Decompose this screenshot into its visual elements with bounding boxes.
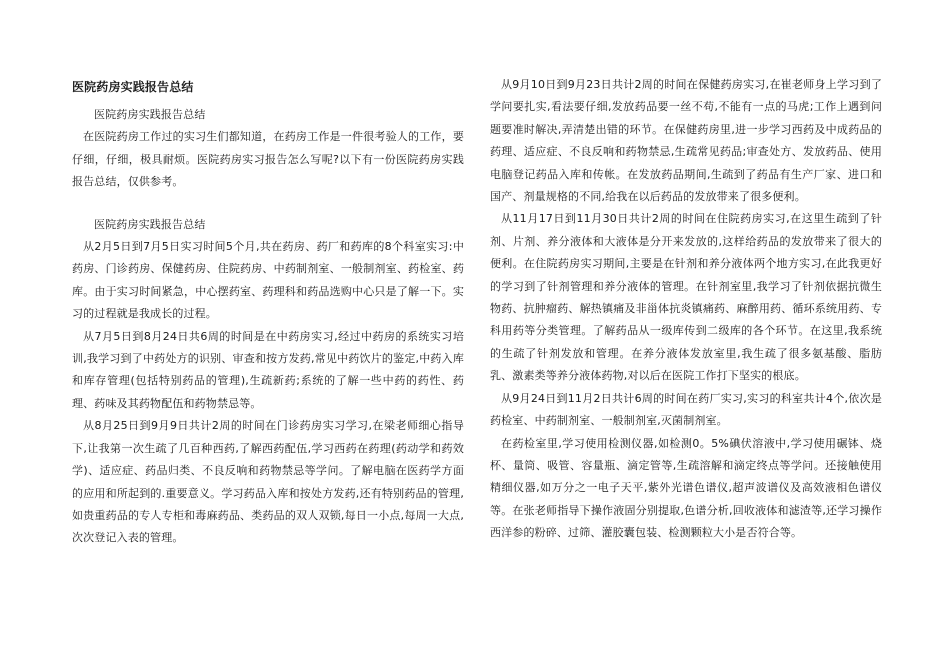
body-paragraph-5: 从11月17日到11月30日共计2周的时间在住院药房实习,在这里生疏到了针剂、片剂、养分液体和大液体是分开来发放的,这样给药品的发放带来了很大的便利。在住院药房实习期间,主要是在针剂和养分液体两个地方实习,在此我更好的学习到了针剂管理和养分液体的管理。在针剂室里,我学习了针剂依据抗微生物药、抗肿瘤药、解热镇痛及非甾体抗炎镇痛药、麻醉用药、循环系统用药、专科用药等分类管理。了解药品从一级库传到二级库的各个环节。在这里,我系统的生疏了针剂发放和管理。在养分液体发放室里,我生疏了很多氨基酸、脂肪乳、激素类等养分液体药物,对以后在医院工作打下坚实的根底。 — [490, 212, 882, 383]
right-column — [490, 74, 882, 545]
document-title: 医院药房实践报告总结 — [72, 80, 194, 94]
section-subtitle: 医院药房实践报告总结 — [94, 217, 206, 231]
body-paragraph-7: 在药检室里,学习使用检测仪器,如检测0。5%碘伏溶液中,学习使用碾钵、烧杯、量筒、吸管、容量瓶、滴定管等,生疏溶解和滴定终点等学问。还接触使用精细仪器,如万分之一电子天平,紫外光谱色谱仪,超声波谱仪及高效液相色谱仪等。在张老师指导下操作液固分别提取,色谱分析,回收液体和滤渣等,还学习操作西洋参的粉碎、过筛、灌胶囊包装、检测颗粒大小是否符合等。 — [490, 436, 882, 540]
body-paragraph-1: 从2月5日到7月5日实习时间5个月,共在药房、药厂和药库的8个科室实习:中药房、门诊药房、保健药房、住院药房、中药制剂室、一般制剂室、药检室、药库。由于实习时间紧急，中心摆药室、药理科和药品选购中心只是了解一下。实习的过程就是我成长的过程。 — [72, 240, 464, 321]
body-paragraph-3: 从8月25日到9月9日共计2周的时间在门诊药房实习学习,在梁老师细心指导下,让我第一次生疏了几百种西药,了解西药配伍,学习西药在药理(药动学和药效学)、适应症、药品归类、不良反响和药物禁忌等学问。了解电脑在医药学方面的应用和所起到的.重要意义。学习药品入库和按处方发药,还有特别药品的管理,如贵重药品的专人专柜和毒麻药品、类药品的双人双锁,每日一小点,每周一大点,次次登记入表的管理。 — [72, 419, 464, 545]
intro-paragraph: 在医院药房工作过的实习生们都知道，在药房工作是一件很考验人的工作，要仔细，仔细，极具耐烦。医院药房实习报告怎么写呢?以下有一份医院药房实践报告总结，仅供参考。 — [72, 130, 464, 189]
paragraph-gap — [72, 194, 464, 214]
body-paragraph-6: 从9月24日到11月2日共计6周的时间在药厂实习,实习的科室共计4个,依次是药检室、中药制剂室、一般制剂室,灭菌制剂室。 — [490, 391, 882, 428]
left-column — [72, 74, 464, 550]
body-paragraph-4: 从9月10日到9月23日共计2周的时间在保健药房实习,在崔老师身上学习到了学问要扎实,看法要仔细,发放药品要一丝不苟,不能有一点的马虎;工作上遇到问题要准时解决,弄清楚出错的环节。在保健药房里,进一步学习西药及中成药品的药理、适应症、不良反响和药物禁忌,生疏常见药品;审查处方、发放药品、使用电脑登记药品入库和传帐。在发放药品期间,生疏到了药品有生产厂家、进口和国产、剂量规格的不同,给我在以后药品的发放带来了很多便利。 — [490, 78, 882, 204]
body-paragraph-2: 从7月5日到8月24日共6周的时间是在中药房实习,经过中药房的系统实习培训,我学习到了中药处方的识别、审查和按方发药,常见中药饮片的鉴定,中药入库和库存管理(包括特别药品的管理),生疏新药;系统的了解一些中药的药性、药理、药味及其药物配伍和药物禁忌等。 — [72, 329, 464, 410]
subtitle-paragraph: 医院药房实践报告总结 — [94, 108, 206, 121]
